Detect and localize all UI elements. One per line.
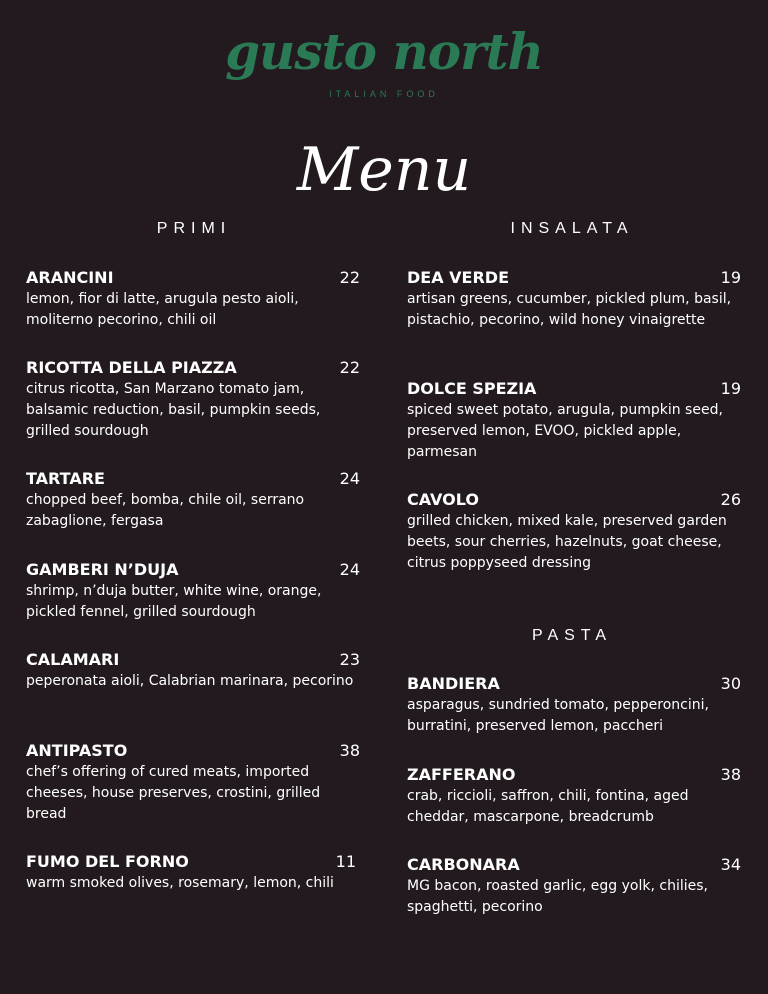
item-description: asparagus, sundried tomato, pepperoncini, burratini, preserved lemon, paccheri	[407, 697, 709, 734]
menu-item-dolce-spezia	[407, 379, 741, 463]
item-price: 24	[339, 469, 360, 488]
section-title-pasta: PASTA	[531, 627, 613, 644]
menu-item-ricotta-della-piazza	[26, 358, 360, 442]
item-description: citrus ricotta, San Marzano tomato jam, balsamic reduction, basil, pumpkin seeds, grilled sourdough	[26, 381, 321, 439]
item-name: BANDIERA	[407, 674, 500, 693]
item-name: ANTIPASTO	[26, 741, 128, 760]
item-description: chef’s offering of cured meats, imported cheeses, house preserves, crostini, grilled bread	[26, 764, 321, 822]
item-name: FUMO DEL FORNO	[26, 852, 189, 871]
item-price: 38	[720, 765, 741, 784]
logo	[0, 22, 768, 82]
menu-item-bandiera	[407, 674, 741, 737]
section-title-primi: PRIMI	[156, 220, 232, 237]
item-name: DEA VERDE	[407, 268, 510, 287]
item-name: ZAFFERANO	[407, 765, 516, 784]
item-price: 22	[339, 358, 360, 377]
item-price: 26	[720, 490, 741, 509]
menu-item-carbonara	[407, 855, 741, 918]
item-price: 11	[335, 852, 356, 871]
menu-title: Menu	[296, 135, 472, 205]
brand-name: gusto north	[225, 22, 543, 81]
item-description: lemon, fior di latte, arugula pesto aioli, moliterno pecorino, chili oil	[26, 291, 299, 328]
item-description: grilled chicken, mixed kale, preserved garden beets, sour cherries, hazelnuts, goat cheese, citrus poppyseed dressing	[407, 513, 727, 571]
brand-tagline: ITALIAN FOOD	[329, 89, 439, 99]
item-price: 19	[720, 379, 741, 398]
item-price: 19	[720, 268, 741, 287]
section-title-insalata: INSALATA	[510, 220, 634, 237]
menu-item-tartare	[26, 469, 360, 532]
item-price: 34	[720, 855, 741, 874]
item-description: peperonata aioli, Calabrian marinara, pecorino	[26, 673, 354, 689]
item-price: 22	[339, 268, 360, 287]
item-description: spiced sweet potato, arugula, pumpkin seed, preserved lemon, EVOO, pickled apple, parmesan	[407, 402, 723, 460]
item-price: 23	[339, 650, 360, 669]
item-description: warm smoked olives, rosemary, lemon, chili	[26, 875, 334, 891]
menu-item-calamari	[26, 650, 360, 692]
item-description: MG bacon, roasted garlic, egg yolk, chilies, spaghetti, pecorino	[407, 878, 708, 915]
item-name: CALAMARI	[26, 650, 120, 669]
item-price: 24	[339, 560, 360, 579]
item-name: CARBONARA	[407, 855, 520, 874]
item-description: artisan greens, cucumber, pickled plum, basil, pistachio, pecorino, wild honey vinaigrette	[407, 291, 732, 328]
item-name: TARTARE	[26, 469, 105, 488]
menu-item-arancini	[26, 268, 360, 331]
menu-item-dea-verde	[407, 268, 741, 331]
item-name: ARANCINI	[26, 268, 114, 287]
item-name: RICOTTA DELLA PIAZZA	[26, 358, 237, 377]
item-name: GAMBERI N’DUJA	[26, 560, 179, 579]
menu-item-cavolo	[407, 490, 741, 574]
item-price: 38	[339, 741, 360, 760]
item-price: 30	[720, 674, 741, 693]
menu-item-zafferano	[407, 765, 741, 828]
item-description: crab, riccioli, saffron, chili, fontina, aged cheddar, mascarpone, breadcrumb	[407, 788, 689, 825]
menu-item-gamberi-nduja	[26, 560, 360, 623]
item-name: CAVOLO	[407, 490, 479, 509]
menu-item-fumo-del-forno	[26, 852, 366, 894]
menu-item-antipasto	[26, 741, 360, 825]
item-description: shrimp, n’duja butter, white wine, orange, pickled fennel, grilled sourdough	[26, 583, 322, 620]
item-description: chopped beef, bomba, chile oil, serrano zabaglione, fergasa	[26, 492, 305, 529]
item-name: DOLCE SPEZIA	[407, 379, 537, 398]
